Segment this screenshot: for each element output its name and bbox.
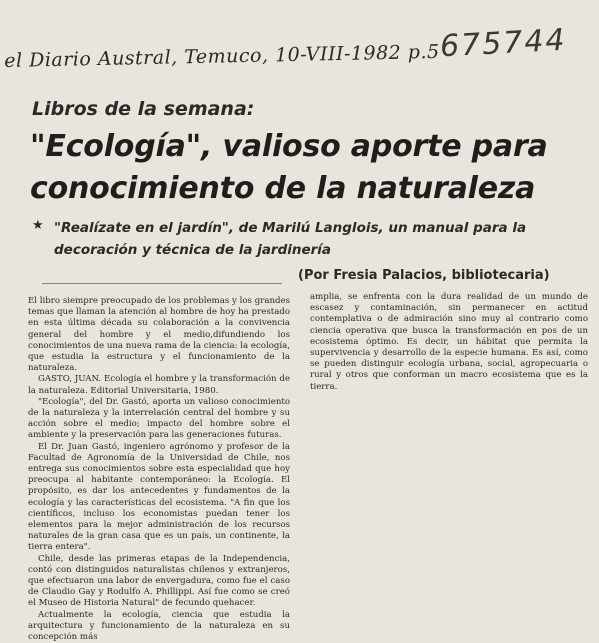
body-paragraph: El libro siempre preocupado de los problemas y los grandes temas que llaman la atención al hombre de hoy ha prestado en esta última década su colaboración a la convivencia general del hombre y el medio,difundiendo los conocimientos de una nueva rama de la ciencia: la ecología, que estudia la estructura y el funcionamiento de la naturaleza. <box>28 296 291 374</box>
headline-line-1: "Ecología", valioso aporte para <box>30 129 548 164</box>
body-column-left <box>28 296 291 643</box>
body-paragraph: amplia, se enfrenta con la dura realidad de un mundo de escasez y contaminación, sin permanecer en actitud contemplativa o de admiración sino muy al contrario como ciencia operativa que busca la transformación en pos de un ecosistema óptimo. Es decir, un hábitat que permita la supervivencia y desarrollo de la especie humana. Es así, como se pueden distinguir ecología urbana, social, agropecuaria o rural y otros que conforman un macro ecosistema que es la tierra. <box>310 292 588 392</box>
body-paragraph: Chile, desde las primeras etapas de la Independencia, contó con distinguidos naturalistas chilenos y extranjeros, que efectuaron una labor de envergadura, como fue el caso de Claudio Gay y Rodulfo A. Phillippi. Así fue como se creó el Museo de Historia Natural" de fecundo quehacer. <box>28 553 290 609</box>
headline-line-2: conocimiento de la naturaleza <box>30 171 536 206</box>
byline: (Por Fresia Palacios, bibliotecaria) <box>298 268 550 283</box>
body-column-right <box>310 292 588 402</box>
body-paragraph: El Dr. Juan Gastó, ingeniero agrónomo y profesor de la Facultad de Agronomía de la Universidad de Chile, nos entrega sus conocimientos sobre esta especialidad que hoy preocupa al habitante contemporáneo: la Ecología. El propósito, es dar los antecedentes y fundamentos de la ecología y las características del ecosistema. "A fin que los científicos, incluso los economistas puedan tener los elementos para la mejor administración de los recursos naturales de la gran casa que es un país, un continente, la tierra entera". <box>28 441 290 553</box>
body-paragraph: "Ecología", del Dr. Gastó, aporta un valioso conocimiento de la naturaleza y la interrelación central del hombre y su acción sobre el medio; impacto del hombre sobre el ambiente y la preservación para las generaciones futuras. <box>28 396 290 441</box>
star-bullet-icon: ★ <box>32 218 44 233</box>
subhead: "Realízate en el jardín", de Marilú Langlois, un manual para la decoración y técnica de la jardinería <box>54 220 527 258</box>
handwritten-catalog-number: 675744 <box>439 22 568 65</box>
body-paragraph: GASTO, JUAN. Ecología el hombre y la transformación de la naturaleza. Editorial Universitaria, 1980. <box>28 374 290 396</box>
handwritten-source-note: el Diario Austral, Temuco, 10-VIII-1982 p.5 <box>4 40 440 72</box>
headline <box>30 126 590 210</box>
section-kicker: Libros de la semana: <box>32 98 255 120</box>
divider-rule <box>42 283 282 284</box>
body-paragraph: Actualmente la ecología, ciencia que estudia la arquitectura y funcionamiento de la naturaleza en su concepción más <box>28 609 290 643</box>
